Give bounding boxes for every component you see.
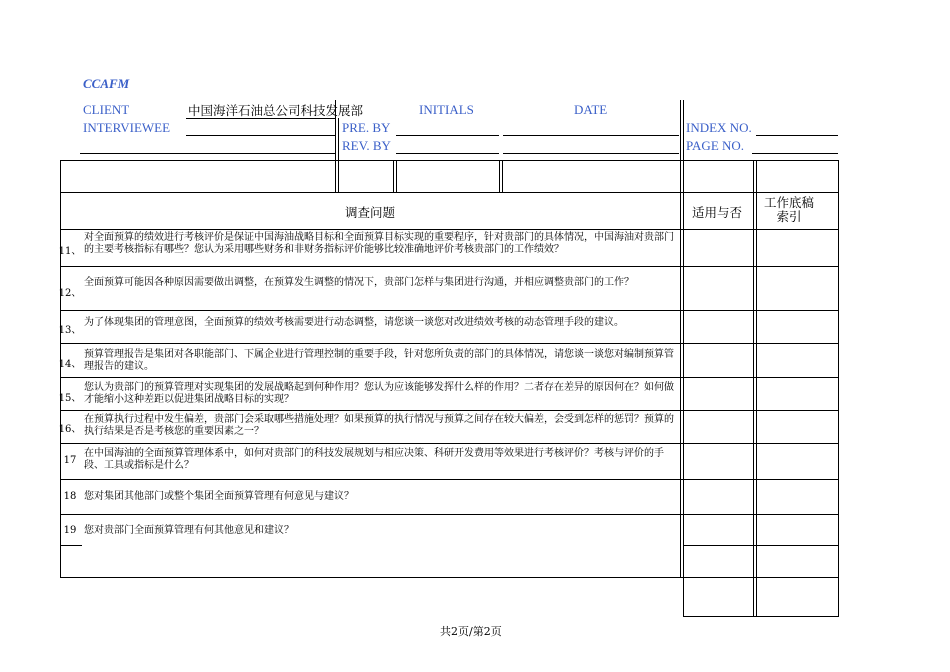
pre-by-date-line[interactable] <box>503 135 679 136</box>
grid-line <box>502 160 503 192</box>
interviewee-label: INTERVIEWEE <box>83 120 171 135</box>
question-text: 在预算执行过程中发生偏差，贵部门会采取哪些措施处理？如果预算的执行情况与预算之间存在较大偏差，会受到怎样的惩罚？预算的执行结果是否是考核您的重要因素之一？ <box>84 414 674 437</box>
page-indicator: 共2页/第2页 <box>440 625 502 638</box>
grid-line <box>60 229 838 230</box>
header-divider <box>338 118 339 192</box>
index-no-line[interactable] <box>756 135 838 136</box>
row-number: 14、 <box>58 359 82 370</box>
header-divider <box>335 100 336 192</box>
initials-label: INITIALS <box>419 102 474 117</box>
client-label: CLIENT <box>83 102 130 117</box>
applicable-header: 适用与否 <box>692 205 743 220</box>
grid-line <box>60 545 82 546</box>
prepared-by-label: PRE. BY <box>342 120 391 135</box>
pre-by-line[interactable] <box>396 135 499 136</box>
page-no-label: PAGE NO. <box>686 138 745 153</box>
question-text: 在中国海油的全面预算管理体系中，如何对贵部门的科技发展规划与相应决策、科研开发费用等效果进行考核评价？考核与评价的手段、工具或指标是什么？ <box>84 448 664 471</box>
grid-line <box>60 410 838 411</box>
grid-line <box>499 160 500 192</box>
grid-line <box>60 266 838 267</box>
grid-line <box>60 343 838 344</box>
page-no-line[interactable] <box>752 153 838 154</box>
header-divider <box>683 100 684 192</box>
client-extra-line <box>80 153 336 154</box>
grid-line <box>60 479 838 480</box>
row-number: 15、 <box>58 393 82 404</box>
grid-line <box>396 160 397 192</box>
interviewee-line <box>186 135 336 136</box>
grid-line <box>60 443 838 444</box>
question-text: 全面预算可能因各种原因需要做出调整，在预算发生调整的情况下，贵部门怎样与集团进行沟通，并相应调整贵部门的工作？ <box>84 277 634 288</box>
grid-line <box>60 160 838 161</box>
rev-by-date-line[interactable] <box>503 153 679 154</box>
question-text: 预算管理报告是集团对各职能部门、下属企业进行管理控制的重要手段，针对您所负责的部门的具体情况，请您谈一谈您对编制预算管理报告的建议。 <box>84 349 674 372</box>
row-number: 13、 <box>58 325 82 336</box>
index-no-label: INDEX NO. <box>686 120 752 135</box>
row-number: 12、 <box>58 288 82 299</box>
grid-line <box>683 616 838 617</box>
question-text: 您对贵部门全面预算管理有何其他意见和建议？ <box>84 525 294 536</box>
grid-line <box>393 160 394 192</box>
row-number: 19 <box>63 525 77 536</box>
grid-line <box>838 160 839 617</box>
header-divider <box>680 100 681 192</box>
index-header: 工作底稿索引 <box>763 195 814 224</box>
ccafm-logo: CCAFM <box>83 76 130 91</box>
client-value-line <box>186 118 336 119</box>
grid-line <box>680 192 681 578</box>
reviewed-by-label: REV. BY <box>342 138 391 153</box>
date-label: DATE <box>574 102 608 117</box>
grid-line <box>683 545 838 546</box>
grid-line <box>683 192 684 617</box>
grid-line <box>60 192 838 193</box>
row-number: 17 <box>63 455 77 466</box>
row-number: 18 <box>63 491 77 502</box>
row-number: 16、 <box>58 424 82 435</box>
question-header: 调查问题 <box>345 205 396 220</box>
question-text: 为了体现集团的管理意图，全面预算的绩效考核需要进行动态调整，请您谈一谈您对改进绩效考核的动态管理手段的建议。 <box>84 317 624 328</box>
rev-by-line[interactable] <box>396 153 499 154</box>
question-text: 对全面预算的绩效进行考核评价是保证中国海油战略目标和全面预算目标实现的重要程序，针对贵部门的具体情况，中国海油对贵部门的主要考核指标有哪些？您认为采用哪些财务和非财务指标评价能够比较准确地评价考核贵部门的工作绩效？ <box>84 232 674 255</box>
question-text: 您对集团其他部门或整个集团全面预算管理有何意见与建议？ <box>84 491 354 502</box>
grid-line <box>60 310 838 311</box>
grid-line <box>60 577 838 578</box>
row-number: 11、 <box>58 246 82 257</box>
grid-line <box>60 377 838 378</box>
grid-line <box>60 514 838 515</box>
grid-line <box>60 160 61 192</box>
client-value: 中国海洋石油总公司科技发展部 <box>188 103 364 118</box>
question-text: 您认为贵部门的预算管理对实现集团的发展战略起到何种作用？您认为应该能够发挥什么样的作用？二者存在差异的原因何在？如何做才能缩小这种差距以促进集团战略目标的实现？ <box>84 382 674 405</box>
